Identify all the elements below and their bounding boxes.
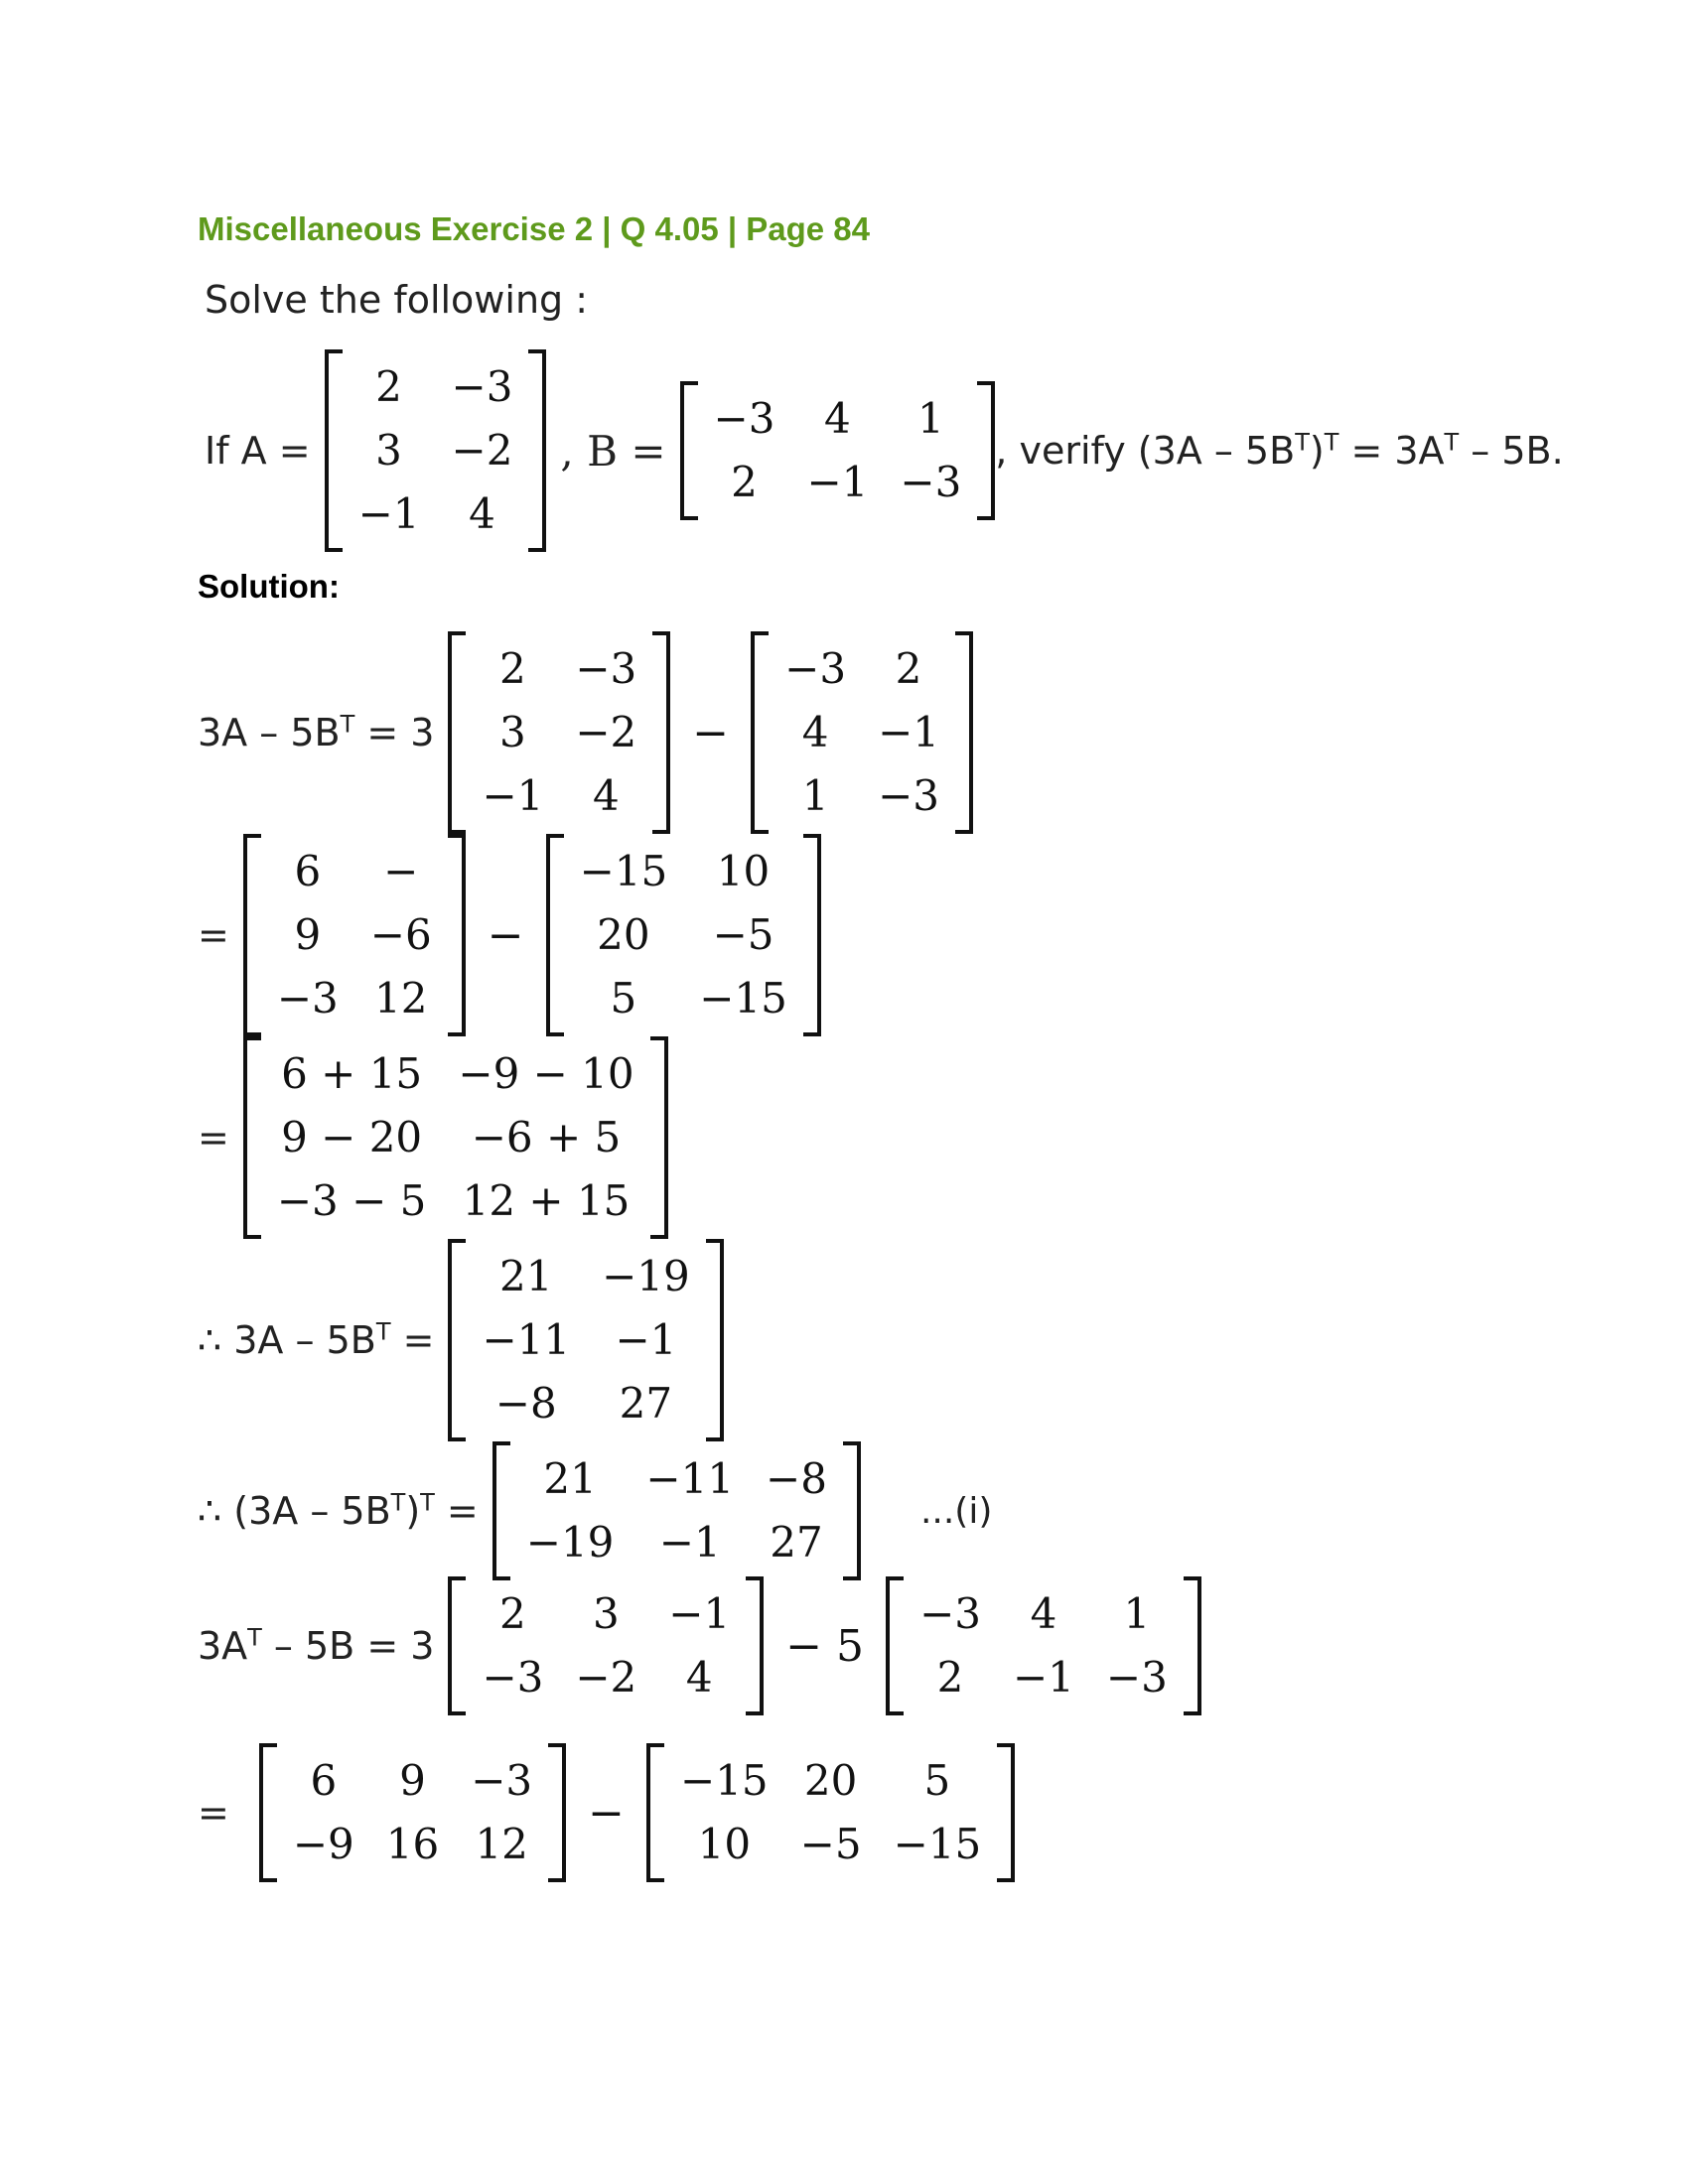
bracket-right	[977, 381, 995, 520]
step-2-label: =	[198, 913, 229, 957]
matrix-cell: −3	[575, 644, 637, 693]
matrix-cell: 4	[592, 771, 620, 820]
bracket-right	[448, 834, 466, 1036]
matrix-cell: −1	[615, 1315, 677, 1364]
step-1-matrix-1	[448, 631, 670, 834]
matrix-cell: 2	[936, 1653, 964, 1702]
matrix-grid	[466, 1576, 746, 1715]
step-6-matrix-1	[448, 1576, 764, 1715]
matrix-cell: −15	[579, 847, 668, 895]
matrix-cell: −3	[784, 644, 847, 693]
matrix-cell: 4	[685, 1653, 713, 1702]
bracket-right	[1184, 1576, 1201, 1715]
matrix-cell: 6 + 15	[281, 1049, 423, 1098]
matrix-cell: −3	[451, 362, 513, 411]
bracket-left	[243, 834, 261, 1036]
matrix-grid	[261, 1036, 650, 1239]
bracket-left	[646, 1743, 664, 1882]
matrix-cell: 2	[499, 644, 526, 693]
matrix-cell: −3	[919, 1589, 981, 1638]
step-7-operator: −	[588, 1787, 626, 1839]
matrix-cell: 3	[592, 1589, 620, 1638]
bracket-right	[746, 1576, 764, 1715]
step-7	[198, 1743, 1015, 1882]
matrix-cell: 9 − 20	[281, 1113, 423, 1161]
matrix-cell: −8	[494, 1379, 557, 1428]
matrix-cell: −2	[451, 426, 513, 475]
matrix-grid	[343, 349, 529, 552]
matrix-grid	[261, 834, 448, 1036]
step-5-matrix-1	[492, 1441, 861, 1580]
bracket-left	[546, 834, 564, 1036]
matrix-cell: 1	[916, 394, 944, 443]
question-intro: Solve the following :	[205, 278, 589, 322]
b-label: , B =	[560, 426, 666, 476]
matrix-cell: −1	[878, 708, 939, 756]
matrix-cell: 3	[499, 708, 526, 756]
step-7-matrix-1	[259, 1743, 566, 1882]
matrix-grid	[664, 1743, 997, 1882]
bracket-right	[803, 834, 821, 1036]
step-2	[198, 834, 821, 1036]
matrix-cell: −5	[712, 910, 774, 959]
matrix-cell: 2	[375, 362, 402, 411]
matrix-cell: 10	[716, 847, 771, 895]
step-6-operator: − 5	[785, 1620, 865, 1672]
bracket-left	[886, 1576, 904, 1715]
matrix-cell: 1	[1123, 1589, 1151, 1638]
bracket-right	[955, 631, 973, 834]
verify-text: , verify $(3A - 5B^T)^T = 3A^T - 5B$.	[995, 428, 1564, 473]
step-6	[198, 1576, 1201, 1715]
step-2-matrix-1	[243, 834, 466, 1036]
matrix-cell: −3	[471, 1756, 533, 1805]
matrix-cell: −2	[575, 708, 637, 756]
matrix-cell: 5	[610, 974, 637, 1023]
matrix-cell: 1	[801, 771, 829, 820]
matrix-cell: −19	[602, 1252, 690, 1300]
matrix-cell: −15	[680, 1756, 769, 1805]
exercise-header: Miscellaneous Exercise 2 | Q 4.05 | Page 84	[198, 210, 871, 247]
matrix-cell: −15	[699, 974, 787, 1023]
matrix-cell: 2	[895, 644, 922, 693]
matrix-cell: −1	[658, 1518, 721, 1567]
step-5	[198, 1441, 992, 1580]
matrix-cell: 10	[697, 1820, 752, 1868]
bracket-right	[843, 1441, 861, 1580]
bracket-left	[448, 631, 466, 834]
matrix-cell: 4	[824, 394, 851, 443]
matrix-cell: 3	[375, 426, 402, 475]
matrix-grid	[564, 834, 803, 1036]
matrix-cell: −3	[900, 458, 962, 506]
step-1-matrix-2	[751, 631, 973, 834]
matrix-cell: −6	[369, 910, 432, 959]
matrix-cell: 9	[294, 910, 322, 959]
matrix-cell: −9 − 10	[458, 1049, 634, 1098]
step-6-matrix-2	[886, 1576, 1201, 1715]
matrix-grid	[277, 1743, 548, 1882]
bracket-right	[997, 1743, 1015, 1882]
bracket-left	[492, 1441, 510, 1580]
matrix-cell: 20	[597, 910, 650, 959]
matrix-grid	[510, 1441, 843, 1580]
matrix-cell: −5	[799, 1820, 862, 1868]
bracket-left	[325, 349, 343, 552]
matrix-cell: −1	[806, 458, 869, 506]
step-3-label: =	[198, 1116, 229, 1160]
matrix-cell: −11	[482, 1315, 571, 1364]
bracket-left	[259, 1743, 277, 1882]
matrix-b	[680, 381, 996, 520]
matrix-cell: −15	[893, 1820, 982, 1868]
matrix-cell: 5	[923, 1756, 951, 1805]
matrix-grid	[904, 1576, 1184, 1715]
step-3-matrix-1	[243, 1036, 668, 1239]
matrix-cell: −9	[292, 1820, 354, 1868]
bracket-left	[751, 631, 769, 834]
question-statement	[205, 349, 1564, 552]
step-6-label: $3A^T - 5B = 3$	[198, 1623, 435, 1668]
matrix-cell: −11	[645, 1454, 735, 1503]
matrix-cell: 12 + 15	[462, 1176, 631, 1225]
matrix-cell: 20	[803, 1756, 858, 1805]
matrix-cell: 16	[385, 1820, 440, 1868]
matrix-grid	[466, 1239, 705, 1441]
matrix-cell: 27	[770, 1518, 823, 1567]
step-2-matrix-2	[546, 834, 821, 1036]
matrix-cell: −2	[575, 1653, 637, 1702]
step-2-operator: −	[487, 909, 524, 961]
bracket-right	[652, 631, 670, 834]
matrix-cell: 2	[499, 1589, 526, 1638]
step-7-matrix-2	[646, 1743, 1015, 1882]
matrix-cell: −1	[482, 771, 544, 820]
matrix-grid	[698, 381, 978, 520]
matrix-cell: −6 + 5	[471, 1113, 622, 1161]
matrix-cell: 12	[374, 974, 428, 1023]
matrix-a	[325, 349, 547, 552]
matrix-cell: −1	[668, 1589, 731, 1638]
step-3	[198, 1036, 668, 1239]
matrix-cell: −3	[1105, 1653, 1168, 1702]
step-1-operator: −	[692, 707, 730, 758]
matrix-cell: −3	[878, 771, 939, 820]
equation-reference: ...(i)	[919, 1490, 993, 1532]
matrix-cell: 4	[469, 489, 495, 538]
matrix-cell: 27	[619, 1379, 673, 1428]
bracket-right	[548, 1743, 566, 1882]
matrix-cell: −1	[357, 489, 420, 538]
step-1	[198, 631, 973, 834]
matrix-cell: 6	[310, 1756, 338, 1805]
bracket-left	[448, 1576, 466, 1715]
matrix-cell: 21	[499, 1252, 553, 1300]
matrix-cell: −8	[766, 1454, 827, 1503]
step-4	[198, 1239, 724, 1441]
step-5-label: ∴ $(3A - 5B^T)^T$ =	[198, 1488, 479, 1533]
matrix-cell: −3	[482, 1653, 544, 1702]
matrix-cell: −1	[1012, 1653, 1074, 1702]
matrix-cell: 12	[475, 1820, 528, 1868]
bracket-left	[680, 381, 698, 520]
step-1-label: $3A - 5B^T = 3$	[198, 710, 435, 754]
step-7-label: =	[198, 1791, 229, 1835]
bracket-right	[650, 1036, 668, 1239]
matrix-cell: −3	[713, 394, 775, 443]
step-4-matrix-1	[448, 1239, 723, 1441]
matrix-cell: −	[383, 847, 419, 895]
if-a-label: If A =	[205, 429, 311, 473]
matrix-grid	[466, 631, 652, 834]
bracket-right	[706, 1239, 724, 1441]
matrix-cell: 4	[801, 708, 829, 756]
matrix-cell: 4	[1030, 1589, 1057, 1638]
matrix-grid	[769, 631, 955, 834]
matrix-cell: 21	[543, 1454, 597, 1503]
step-4-label: ∴ $3A - 5B^T$ =	[198, 1317, 435, 1362]
matrix-cell: 6	[294, 847, 322, 895]
matrix-cell: −3 − 5	[276, 1176, 427, 1225]
matrix-cell: 2	[731, 458, 758, 506]
bracket-left	[448, 1239, 466, 1441]
matrix-cell: −19	[525, 1518, 615, 1567]
solution-label: Solution:	[198, 568, 340, 605]
bracket-left	[243, 1036, 261, 1239]
matrix-cell: −3	[276, 974, 339, 1023]
bracket-right	[528, 349, 546, 552]
matrix-cell: 9	[399, 1756, 426, 1805]
